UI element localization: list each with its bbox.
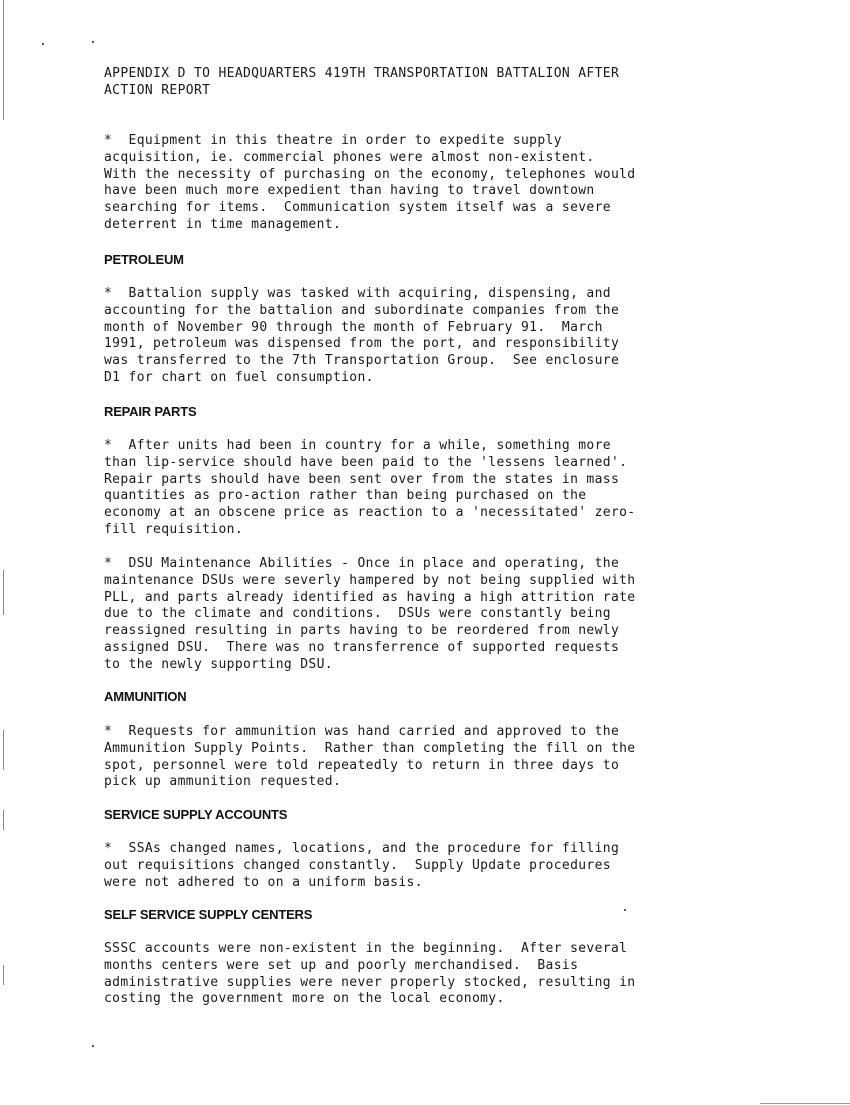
repair-parts-paragraph-2 — [104, 556, 635, 674]
paragraph-line: * Requests for ammunition was hand carried and approved to the — [104, 724, 620, 739]
paragraph-line: have been much more expedient than having to travel downtown — [104, 183, 595, 199]
scan-edge-mark — [3, 0, 4, 120]
paragraph-line: * Equipment in this theatre in order to expedite supply — [104, 133, 562, 148]
paragraph-line: costing the government more on the local economy. — [104, 991, 505, 1007]
scan-speck — [92, 41, 94, 43]
section-heading-service-supply-accounts: SERVICE SUPPLY ACCOUNTS — [104, 807, 288, 822]
scan-edge-mark — [3, 810, 4, 830]
paragraph-line: was transferred to the 7th Transportation Group. See enclosure — [104, 353, 620, 369]
paragraph-line: * Battalion supply was tasked with acquiring, dispensing, and — [104, 286, 611, 301]
title-line: APPENDIX D TO HEADQUARTERS 419TH TRANSPORTATION BATTALION AFTER — [104, 66, 620, 81]
paragraph-line: reassigned resulting in parts having to be reordered from newly — [104, 623, 620, 639]
paragraph-line: D1 for chart on fuel consumption. — [104, 369, 374, 385]
paragraph-line: * DSU Maintenance Abilities - Once in place and operating, the — [104, 556, 620, 571]
scan-edge-mark — [3, 965, 4, 985]
paragraph-line: * SSAs changed names, locations, and the procedure for filling — [104, 841, 620, 856]
paragraph-line: maintenance DSUs were severly hampered by not being supplied with — [104, 572, 636, 588]
petroleum-paragraph — [104, 286, 619, 387]
scan-speck — [624, 909, 626, 911]
scan-speck — [42, 43, 44, 45]
paragraph-line: SSSC accounts were non-existent in the beginning. After several — [104, 941, 628, 956]
paragraph-line: to the newly supporting DSU. — [104, 656, 333, 672]
section-heading-ammunition: AMMUNITION — [104, 689, 187, 704]
repair-parts-paragraph-1 — [104, 438, 635, 539]
intro-paragraph — [104, 133, 635, 234]
paragraph-line: * After units had been in country for a while, something more — [104, 438, 611, 453]
paragraph-line: With the necessity of purchasing on the economy, telephones would — [104, 166, 636, 182]
paragraph-line: deterrent in time management. — [104, 216, 342, 232]
scan-edge-mark — [3, 730, 4, 770]
paragraph-line: Repair parts should have been sent over from the states in mass — [104, 471, 620, 487]
section-heading-self-service-supply-centers: SELF SERVICE SUPPLY CENTERS — [104, 907, 313, 922]
scan-edge-mark — [3, 570, 4, 615]
scan-speck — [92, 1045, 94, 1047]
paragraph-line: than lip-service should have been paid to the 'lessens learned'. — [104, 454, 628, 470]
paragraph-line: acquisition, ie. commercial phones were almost non-existent. — [104, 149, 595, 165]
service-supply-accounts-paragraph — [104, 841, 619, 891]
paragraph-line: out requisitions changed constantly. Supply Update procedures — [104, 857, 611, 873]
document-title — [104, 66, 619, 100]
self-service-supply-centers-paragraph — [104, 941, 635, 1008]
paragraph-line: month of November 90 through the month of February 91. March — [104, 319, 603, 335]
paragraph-line: months centers were set up and poorly merchandised. Basis — [104, 957, 579, 973]
scan-footer-mark — [760, 1103, 850, 1104]
paragraph-line: due to the climate and conditions. DSUs were constantly being — [104, 606, 611, 622]
paragraph-line: fill requisition. — [104, 521, 244, 537]
paragraph-line: 1991, petroleum was dispensed from the port, and responsibility — [104, 336, 620, 352]
paragraph-line: assigned DSU. There was no transferrence of supported requests — [104, 639, 620, 655]
paragraph-line: economy at an obscene price as reaction to a 'necessitated' zero- — [104, 505, 636, 521]
paragraph-line: pick up ammunition requested. — [104, 774, 342, 790]
paragraph-line: spot, personnel were told repeatedly to return in three days to — [104, 757, 620, 773]
ammunition-paragraph — [104, 724, 635, 791]
paragraph-line: PLL, and parts already identified as having a high attrition rate — [104, 589, 636, 605]
title-line: ACTION REPORT — [104, 82, 211, 98]
paragraph-line: accounting for the battalion and subordinate companies from the — [104, 302, 620, 318]
section-heading-repair-parts: REPAIR PARTS — [104, 404, 197, 419]
paragraph-line: quantities as pro-action rather than being purchased on the — [104, 488, 587, 504]
paragraph-line: were not adhered to on a uniform basis. — [104, 874, 423, 890]
section-heading-petroleum: PETROLEUM — [104, 252, 184, 267]
paragraph-line: Ammunition Supply Points. Rather than completing the fill on the — [104, 740, 636, 756]
paragraph-line: searching for items. Communication system itself was a severe — [104, 200, 611, 216]
paragraph-line: administrative supplies were never properly stocked, resulting in — [104, 974, 636, 990]
